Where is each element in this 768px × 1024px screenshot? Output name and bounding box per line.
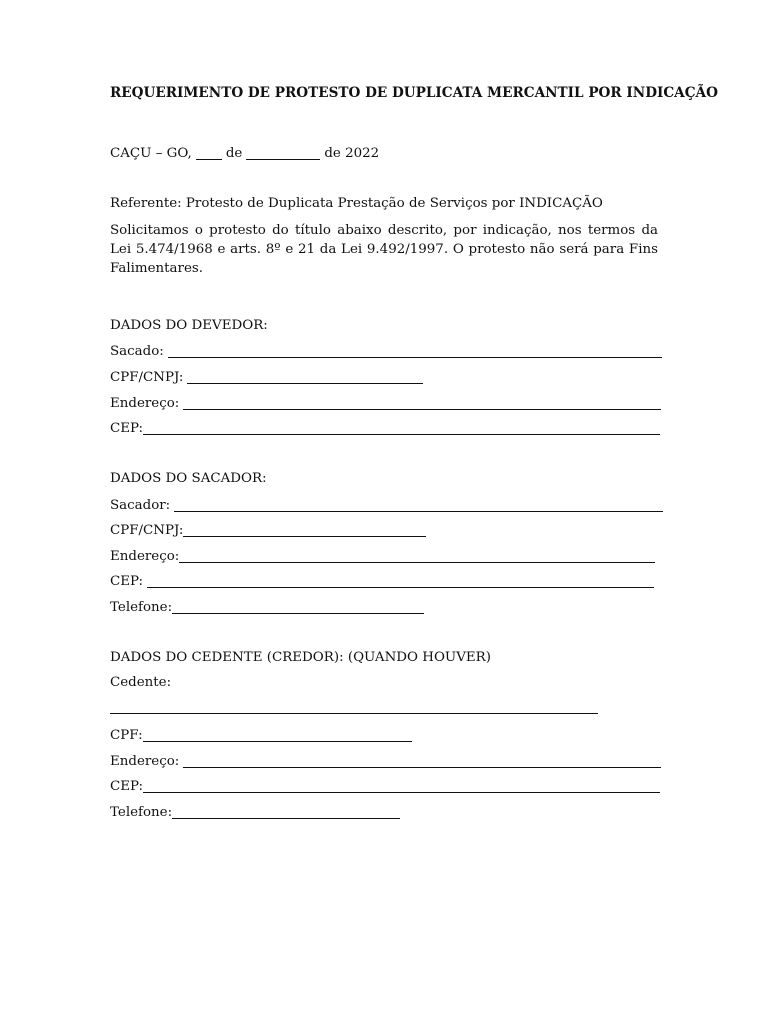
cedente-line <box>110 713 598 714</box>
sacador-endereco-line <box>179 550 655 563</box>
cedente-endereco-label: Endereço: <box>110 753 180 769</box>
devedor-endereco-label: Endereço: <box>110 395 180 411</box>
cedente-cep-field <box>110 777 660 793</box>
sacador-cpf-field <box>110 521 426 537</box>
sacador-endereco-field <box>110 547 655 563</box>
cedente-cpf-label: CPF: <box>110 727 143 743</box>
sacador-telefone-line <box>172 601 424 614</box>
cedente-cep-line <box>143 780 660 793</box>
cedente-telefone-line <box>172 806 400 819</box>
request-paragraph: Solicitamos o protesto do título abaixo descrito, por indicação, nos termos da Lei 5.474/1968 e arts. 8º e 21 da Lei 9.492/1997. O protesto não será para Fins Falimentares. <box>110 223 658 276</box>
document-title: REQUERIMENTO DE PROTESTO DE DUPLICATA MERCANTIL POR INDICAÇÃO <box>110 85 718 101</box>
sacador-heading: DADOS DO SACADOR: <box>110 471 267 486</box>
devedor-sacado-line <box>168 345 662 358</box>
devedor-cpf-field <box>110 368 423 384</box>
cedente-heading: DADOS DO CEDENTE (CREDOR): (QUANDO HOUVER) <box>110 650 491 665</box>
devedor-endereco-line <box>183 397 661 410</box>
cedente-label: Cedente: <box>110 675 172 690</box>
date-place: CAÇU – GO, <box>110 145 192 161</box>
date-line <box>110 144 379 160</box>
devedor-cep-line <box>143 422 660 435</box>
sacador-telefone-field <box>110 598 424 614</box>
day-blank <box>196 147 222 160</box>
sacador-cep-label: CEP: <box>110 573 144 589</box>
date-de-2: de 2022 <box>324 145 380 161</box>
sacador-cep-field <box>110 572 654 588</box>
sacador-telefone-label: Telefone: <box>110 599 173 615</box>
devedor-sacado-field <box>110 342 662 358</box>
sacador-sacador-label: Sacador: <box>110 497 171 513</box>
devedor-cpf-label: CPF/CNPJ: <box>110 369 184 385</box>
cedente-endereco-line <box>183 755 661 768</box>
devedor-cep-label: CEP: <box>110 420 144 436</box>
sacador-sacador-field <box>110 496 663 512</box>
devedor-endereco-field <box>110 394 661 410</box>
cedente-cpf-line <box>143 729 412 742</box>
devedor-heading: DADOS DO DEVEDOR: <box>110 318 268 333</box>
sacador-cpf-line <box>183 524 426 537</box>
cedente-telefone-field <box>110 803 400 819</box>
cedente-endereco-field <box>110 752 661 768</box>
sacador-sacador-line <box>174 499 663 512</box>
cedente-telefone-label: Telefone: <box>110 804 173 820</box>
devedor-cpf-line <box>187 371 423 384</box>
cedente-cep-label: CEP: <box>110 778 144 794</box>
date-de-1: de <box>225 145 243 161</box>
referente-line: Referente: Protesto de Duplicata Prestação de Serviços por INDICAÇÃO <box>110 196 603 211</box>
sacador-cpf-label: CPF/CNPJ: <box>110 522 184 538</box>
cedente-cpf-field <box>110 726 412 742</box>
month-blank <box>246 147 320 160</box>
devedor-cep-field <box>110 419 660 435</box>
devedor-sacado-label: Sacado: <box>110 343 164 359</box>
sacador-endereco-label: Endereço: <box>110 548 180 564</box>
sacador-cep-line <box>147 575 654 588</box>
